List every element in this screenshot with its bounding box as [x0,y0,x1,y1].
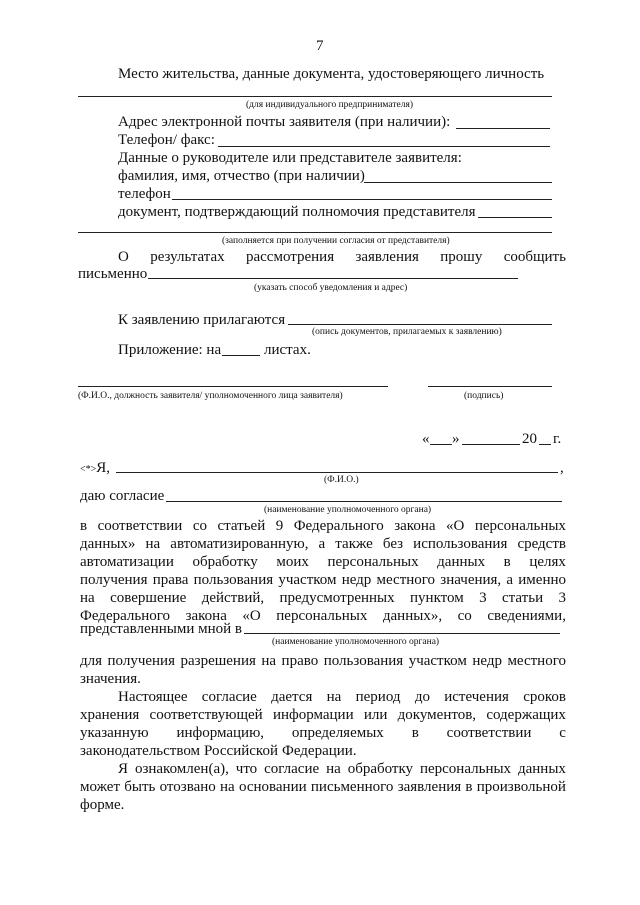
consent-organ-field[interactable] [166,501,562,502]
word: персональных [276,608,368,624]
word: на [80,590,95,606]
word: до [414,689,430,705]
word: содержащих [486,707,566,723]
word: персональных [474,518,566,534]
word: произвольной [476,779,566,795]
provided-organ-field[interactable] [244,633,560,634]
text-line [80,517,566,535]
text-line [80,670,141,688]
ip-hint: (для индивидуального предпринимателя) [246,100,413,110]
text-line [80,796,124,814]
appendix-suffix: листах. [264,342,311,358]
word: для [80,653,103,669]
phone-fax-label: Телефон/ факс: [118,132,215,148]
word: может [80,779,120,795]
word: документов, [397,707,477,723]
date-open-quote: « [422,431,430,447]
word: также [335,536,373,552]
rep-phone-field[interactable] [172,199,552,200]
word: участком [408,653,467,669]
word: быть [124,779,156,795]
word: указанную [80,725,149,741]
word: использования [413,536,508,552]
word: дается [271,689,313,705]
word: или [363,707,388,723]
consent-fio-field[interactable] [116,472,558,473]
date-month-field[interactable] [462,444,520,445]
word: местного [376,572,436,588]
word: письменного [310,779,394,795]
word: согласие [264,761,320,777]
residence-label: Место жительства, данные документа, удостоверяющего личность [118,66,545,82]
text-line [80,553,566,571]
word: Федерации. [281,743,357,759]
email-label: Адрес электронной почты заявителя (при наличии): [118,114,451,130]
word: Российской [204,743,278,759]
word: в [80,518,88,534]
word: недр [341,572,372,588]
signature-field[interactable] [428,386,552,387]
notification-method-field[interactable] [148,278,518,279]
text-line [80,652,566,670]
word: информацию, [176,725,265,741]
word: соответствии [97,518,183,534]
date-close-quote: » [452,431,460,447]
word: обработку [347,761,414,777]
word: права [152,572,189,588]
word: целях [529,554,566,570]
word: в [465,779,473,795]
results-line [118,248,566,266]
word: Федерального [80,608,171,624]
word: обработку [192,554,258,570]
word: О [118,249,129,265]
word: 3 [479,590,487,606]
word: соответствии [446,725,532,741]
word: отозвано [159,779,216,795]
method-hint: (указать способ уведомления и адрес) [254,283,408,293]
consent-organ-hint: (наименование уполномоченного органа) [264,505,432,515]
word: период [355,689,401,705]
text-line [118,760,566,778]
word: прошу [440,249,483,265]
word: информации [272,707,354,723]
word: автоматизации [80,554,174,570]
signature-hint: (подпись) [464,391,504,401]
word: персональных [327,554,419,570]
rep-hint: (заполняется при получении согласия от представителя) [222,236,450,246]
word: статьи [502,590,544,606]
email-field[interactable] [456,128,550,129]
footnote-mark [80,459,110,479]
date-year-suffix: г. [553,431,562,447]
page-number: 7 [316,38,324,54]
word: со [457,608,472,624]
text-line [80,778,566,796]
word: основании [238,779,307,795]
word: моих [276,554,309,570]
text-line [80,571,566,589]
end-comma: , [560,460,564,476]
word: участком [278,572,337,588]
word: средств [517,536,566,552]
word: именно [518,572,566,588]
word: заявления [355,249,419,265]
word: пользования [193,572,274,588]
word: а [318,536,326,552]
word: на [145,536,161,552]
word: 3 [558,590,566,606]
word: без [382,536,404,552]
rep-header: Данные о руководителе или представителе заявителя: [118,150,462,166]
give-consent-label: даю согласие [80,488,165,504]
word: автоматизированную, [170,536,309,552]
word: на [261,653,277,669]
word: недр [472,653,502,669]
word: истечения [444,689,509,705]
residence-field[interactable] [78,96,552,97]
word: на [326,761,341,777]
word: разрешения [180,653,256,669]
signer-fio-field[interactable] [78,386,388,387]
i-label: Я, [96,460,111,476]
attached-label: К заявлению прилагаются [118,312,286,328]
rep-fio-label: фамилия, имя, отчество (при наличии) [118,168,365,184]
word: «О [242,608,261,624]
word: на [220,779,235,795]
word: на [326,689,342,705]
word: Федерального [293,518,384,534]
word: сообщить [503,249,566,265]
rep-doc-label: документ, подтверждающий полномочия представителя [118,204,476,220]
word: форме. [80,797,125,813]
word: сроков [523,689,566,705]
word: данных [437,554,486,570]
word: закона [185,608,227,624]
word: Настоящее [118,689,188,705]
word: закона [394,518,436,534]
word: значения, [440,572,502,588]
word: получения [107,653,175,669]
rep-fio-field[interactable] [364,182,552,183]
text-line [80,724,566,742]
phone-fax-field[interactable] [218,146,550,147]
word: данных» [80,536,136,552]
word: в [503,554,511,570]
text-line [80,535,566,553]
word: в [411,725,419,741]
word: данных [517,761,566,777]
text-line [118,688,566,706]
word: персональных [419,761,512,777]
word: значения. [80,671,141,687]
word: законодательством [80,743,201,759]
word: определяемых [291,725,384,741]
appendix-pages-field[interactable] [222,355,260,356]
word: действий, [201,590,265,606]
attachments-field[interactable] [288,324,552,325]
word: соответствующей [149,707,263,723]
word: а [506,572,514,588]
word: получения [80,572,148,588]
word: согласие [201,689,257,705]
word: хранения [80,707,140,723]
rep-doc-field-2[interactable] [78,232,552,233]
word: местного [507,653,566,669]
rep-doc-field[interactable] [478,217,552,218]
date-year-prefix: 20 [522,431,537,447]
word: заявления [397,779,462,795]
appendix-prefix: Приложение: на [118,342,222,358]
rep-phone-label: телефон [118,186,171,202]
text-line [80,589,566,607]
written-label: письменно [78,266,148,282]
signer-fio-hint: (Ф.И.О., должность заявителя/ уполномоченного лица заявителя) [78,391,343,401]
word: ознакомлен(а), [134,761,229,777]
consent-fio-hint: (Ф.И.О.) [324,475,359,485]
date-day-field[interactable] [430,444,452,445]
word: Я [118,761,129,777]
word: «О [446,518,465,534]
footnote-mark-text: <*> [80,464,97,475]
word: предусмотренных [279,590,395,606]
provided-organ-hint: (наименование уполномоченного органа) [272,637,440,647]
word: совершение [110,590,187,606]
provided-label: представленными мной в [80,621,242,637]
word: право [281,653,319,669]
word: результатах [150,249,225,265]
word: пунктом [410,590,464,606]
text-line [80,706,566,724]
attachments-hint: (опись документов, прилагаемых к заявлению) [312,327,502,337]
word: статьей [217,518,266,534]
word: данных», [382,608,443,624]
word: пользования [323,653,404,669]
word: рассмотрения [245,249,335,265]
word: сведениями, [487,608,566,624]
word: что [235,761,258,777]
word: с [559,725,566,741]
word: со [192,518,207,534]
text-line [80,742,357,760]
word: 9 [275,518,284,534]
date-year-field[interactable] [539,444,551,445]
